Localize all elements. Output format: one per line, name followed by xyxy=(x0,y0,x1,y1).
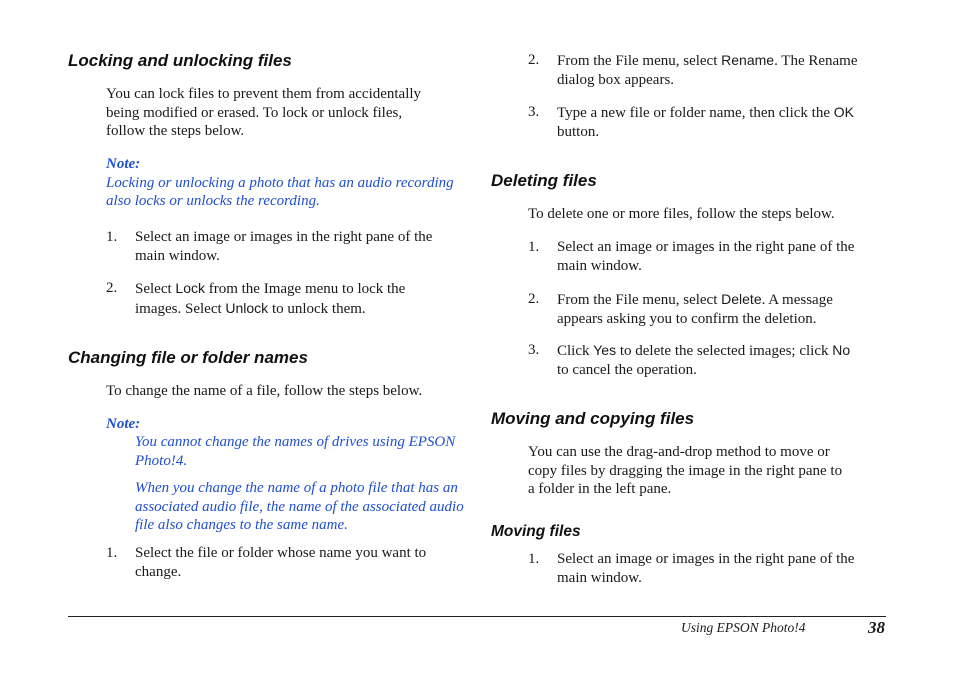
locking-intro: You can lock files to prevent them from accidentally being modified or erased. To lock or unlock files, follow the steps below. xyxy=(106,86,422,139)
yes-button-ref: Yes xyxy=(593,342,617,358)
renaming-note-1: You cannot change the names of drives using EPSON Photo!4. xyxy=(135,434,456,469)
deleting-intro: To delete one or more files, follow the steps below. xyxy=(528,206,835,222)
renaming-note-2: When you change the name of a photo file that has an associated audio file, the name of the associated audio file also changes to the same name. xyxy=(135,480,464,533)
subheading-moving-files: Moving files xyxy=(491,523,581,540)
section-heading-locking: Locking and unlocking files xyxy=(68,51,292,70)
unlock-command: Unlock xyxy=(225,299,269,316)
locking-note: Note: Locking or unlocking a photo that has an audio recording also locks or unlocks the recording. xyxy=(106,156,454,209)
footer-title: Using EPSON Photo!4 xyxy=(681,620,806,635)
renaming-intro: To change the name of a file, follow the steps below. xyxy=(106,383,423,399)
footer-rule xyxy=(68,616,886,617)
note-label: Note: xyxy=(106,156,141,172)
rename-command: Rename xyxy=(721,52,775,68)
delete-command: Delete xyxy=(721,291,762,307)
section-heading-deleting: Deleting files xyxy=(491,171,597,190)
section-heading-renaming: Changing file or folder names xyxy=(68,348,308,367)
no-button-ref: No xyxy=(832,342,851,358)
moving-intro: You can use the drag-and-drop method to move or copy files by dragging the image in the right pane to a folder in the left pane. xyxy=(528,444,843,497)
section-heading-moving: Moving and copying files xyxy=(491,409,695,428)
renaming-note-label: Note: xyxy=(106,416,141,432)
ok-button-ref: OK xyxy=(833,104,854,120)
lock-command: Lock xyxy=(175,280,205,296)
page-number: 38 xyxy=(868,618,885,637)
